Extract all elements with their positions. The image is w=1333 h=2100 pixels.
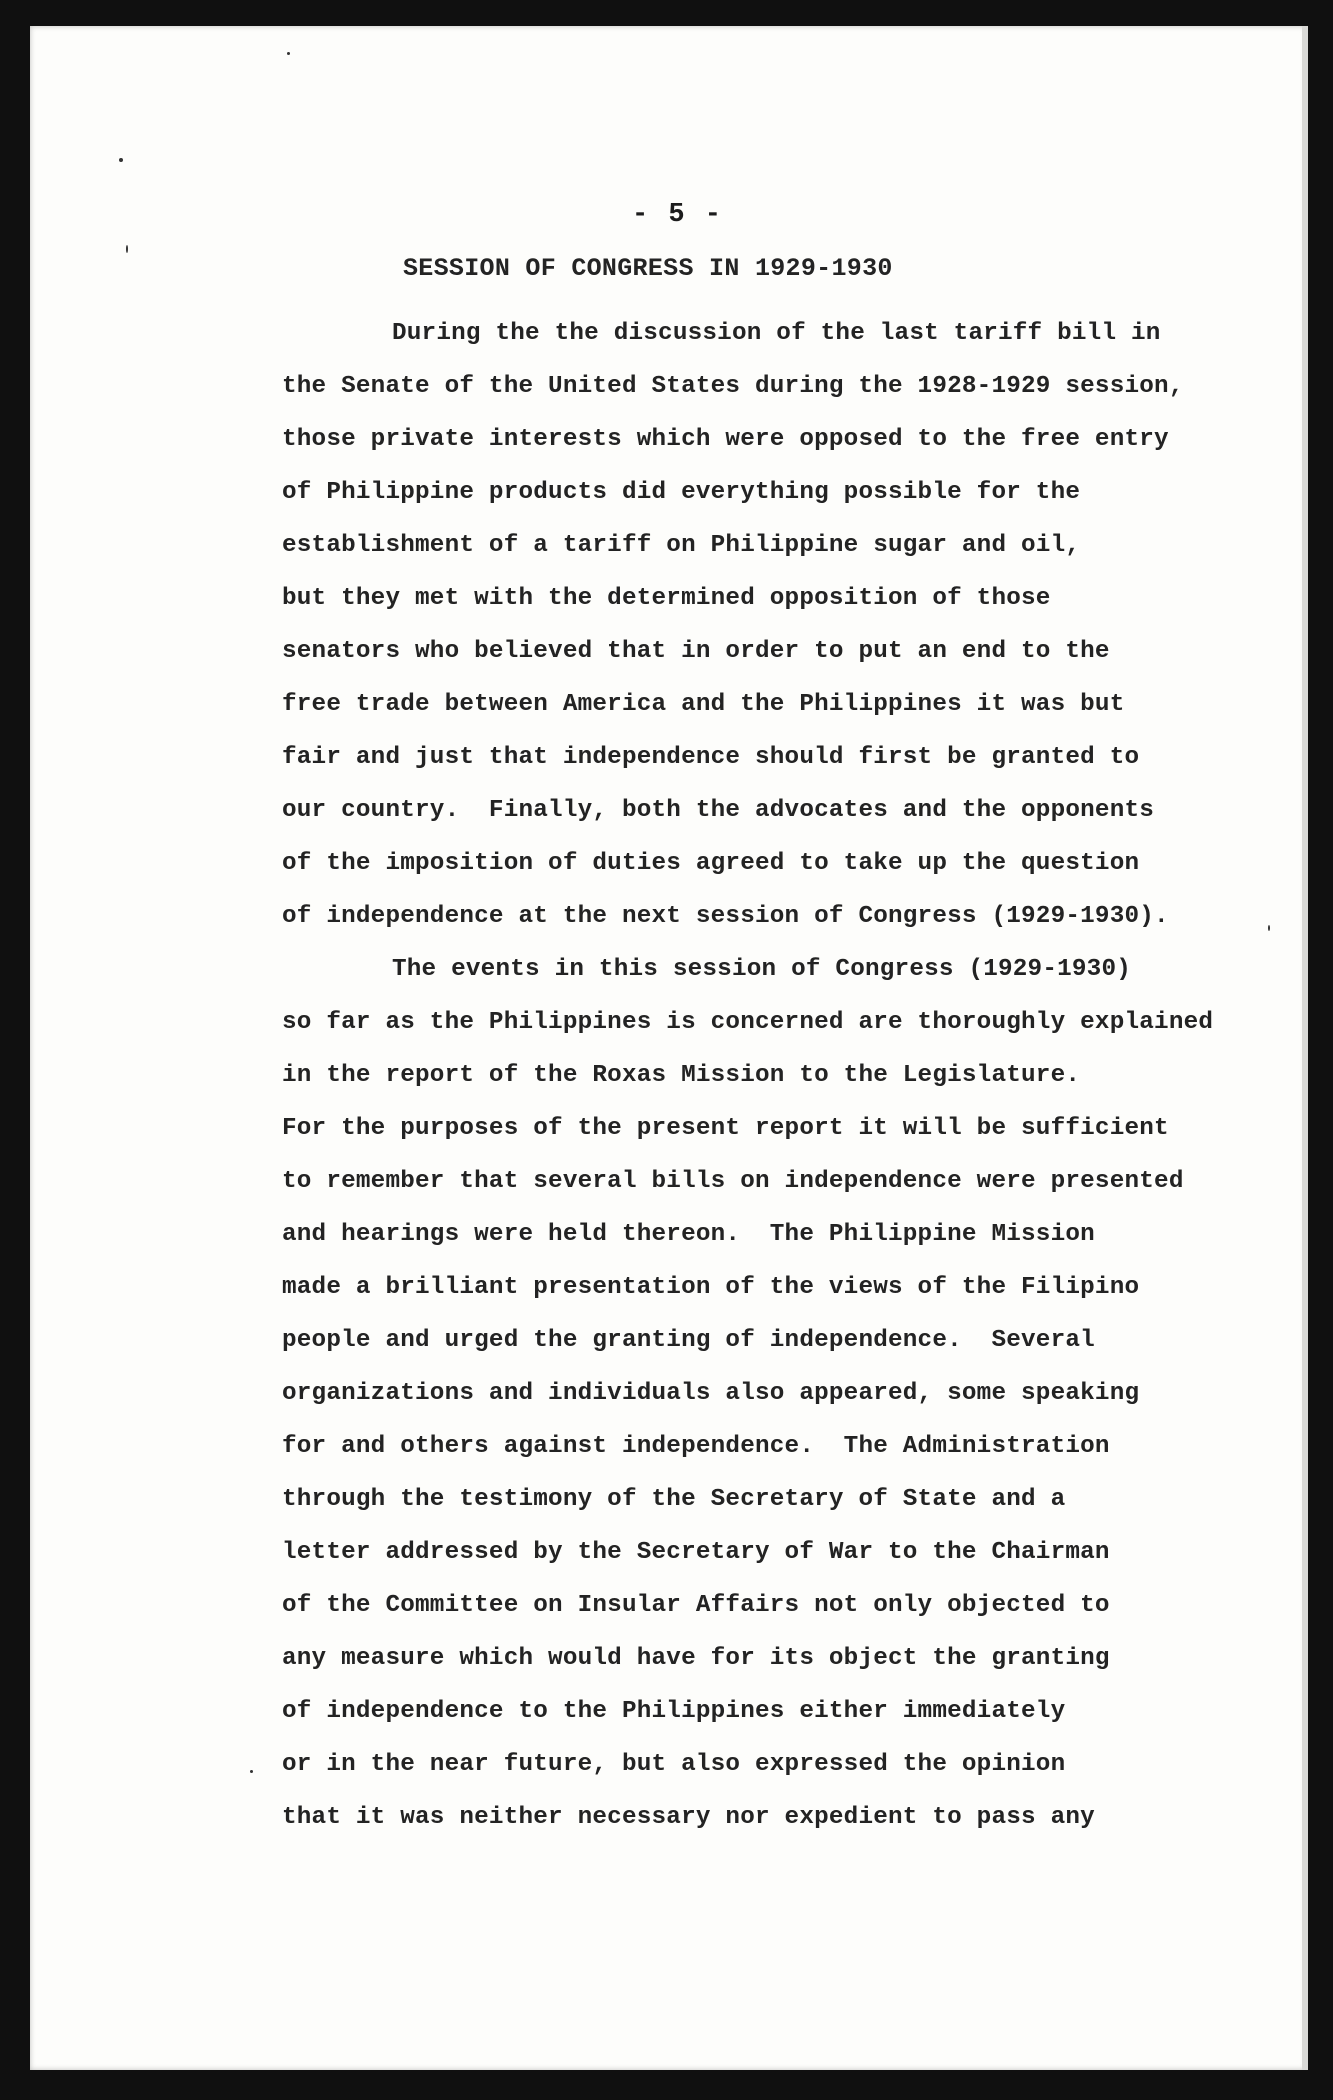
- text-line: in the report of the Roxas Mission to the Legislature.: [282, 1062, 1081, 1089]
- text-line: but they met with the determined opposition of those: [282, 585, 1051, 612]
- text-line: establishment of a tariff on Philippine sugar and oil,: [282, 532, 1081, 559]
- text-line: of the Committee on Insular Affairs not only objected to: [282, 1592, 1110, 1619]
- dust-speck: [287, 52, 290, 55]
- text-line: fair and just that independence should first be granted to: [282, 744, 1140, 771]
- body-text: [282, 307, 1282, 1844]
- text-line: of independence to the Philippines either immediately: [282, 1698, 1066, 1725]
- text-line: for and others against independence. The Administration: [282, 1433, 1110, 1460]
- text-line: the Senate of the United States during the 1928-1929 session,: [282, 373, 1184, 400]
- dust-speck: [126, 245, 128, 253]
- text-line: or in the near future, but also expressed the opinion: [282, 1751, 1066, 1778]
- page-number: - 5 -: [632, 200, 724, 230]
- text-line: senators who believed that in order to put an end to the: [282, 638, 1110, 665]
- text-line: those private interests which were opposed to the free entry: [282, 426, 1169, 453]
- text-line: any measure which would have for its object the granting: [282, 1645, 1110, 1672]
- text-line: that it was neither necessary nor expedient to pass any: [282, 1804, 1095, 1831]
- text-line: so far as the Philippines is concerned are thoroughly explained: [282, 1009, 1214, 1036]
- text-line: letter addressed by the Secretary of War to the Chairman: [282, 1539, 1110, 1566]
- text-line: through the testimony of the Secretary of State and a: [282, 1486, 1066, 1513]
- text-line: For the purposes of the present report it will be sufficient: [282, 1115, 1169, 1142]
- text-line: to remember that several bills on independence were presented: [282, 1168, 1184, 1195]
- dust-speck: [250, 1770, 253, 1773]
- text-line: of the imposition of duties agreed to take up the question: [282, 850, 1140, 877]
- text-line: our country. Finally, both the advocates and the opponents: [282, 797, 1155, 824]
- text-line: and hearings were held thereon. The Philippine Mission: [282, 1221, 1095, 1248]
- text-line: During the the discussion of the last tariff bill in: [392, 320, 1161, 347]
- text-line: The events in this session of Congress (1929-1930): [392, 956, 1132, 983]
- text-line: free trade between America and the Philippines it was but: [282, 691, 1125, 718]
- text-line: of independence at the next session of Congress (1929-1930).: [282, 903, 1169, 930]
- text-line: people and urged the granting of independence. Several: [282, 1327, 1095, 1354]
- section-heading: SESSION OF CONGRESS IN 1929-1930: [403, 254, 893, 283]
- text-line: made a brilliant presentation of the views of the Filipino: [282, 1274, 1140, 1301]
- text-line: of Philippine products did everything possible for the: [282, 479, 1081, 506]
- text-line: organizations and individuals also appeared, some speaking: [282, 1380, 1140, 1407]
- page-edge: [1302, 26, 1308, 2070]
- dust-speck: [119, 158, 123, 162]
